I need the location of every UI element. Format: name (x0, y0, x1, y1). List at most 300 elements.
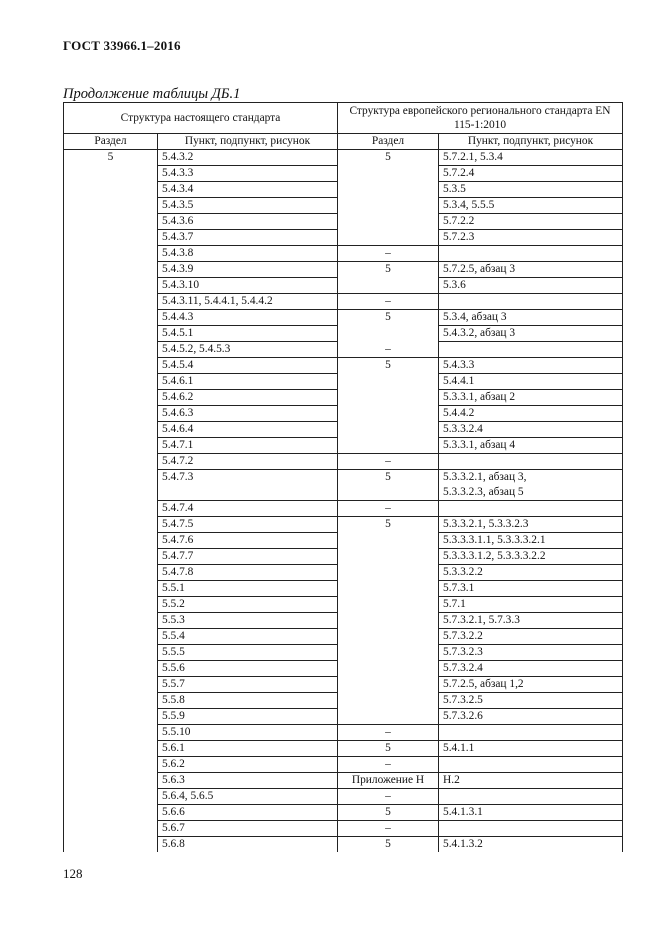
cell-en-clause (439, 374, 623, 390)
cell-clause-text: 5.4.5.2, 5.4.5.3 (162, 343, 231, 355)
cell-en-clause-text: 5.7.3.2.6 (443, 710, 483, 722)
cell-en-clause (439, 565, 623, 581)
cell-en-section (338, 438, 439, 454)
cell-en-clause (439, 342, 623, 358)
cell-en-section (338, 837, 439, 853)
table-row (64, 422, 623, 438)
cell-en-clause-text: 5.4.1.3.1 (443, 806, 483, 818)
cell-section (64, 837, 158, 853)
cell-en-clause-text: 5.7.3.2.5 (443, 694, 483, 706)
cell-clause (158, 454, 338, 470)
cell-clause-text: 5.4.7.2 (162, 455, 194, 467)
cell-clause-text: 5.6.2 (162, 758, 185, 770)
cell-clause (158, 693, 338, 709)
table-row (64, 374, 623, 390)
cell-clause (158, 166, 338, 182)
table-row (64, 613, 623, 629)
cell-en-section (338, 501, 439, 517)
column-header-clause: Пункт, подпункт, рисунок (158, 134, 338, 150)
table-row (64, 629, 623, 645)
cell-clause-text: 5.5.9 (162, 710, 185, 722)
cell-section (64, 470, 158, 501)
cell-en-clause (439, 789, 623, 805)
cell-en-clause (439, 278, 623, 294)
group-header-european-standard: Структура европейского регионального стандарта EN 115-1:2010 (338, 103, 623, 134)
cell-en-clause (439, 246, 623, 262)
cell-en-section (338, 661, 439, 677)
cell-clause (158, 677, 338, 693)
table-row (64, 517, 623, 533)
cell-en-section (338, 517, 439, 533)
cell-en-section (338, 390, 439, 406)
table-row (64, 470, 623, 501)
cell-clause-text: 5.4.7.1 (162, 439, 194, 451)
cell-en-clause (439, 629, 623, 645)
cell-clause-text: 5.4.3.7 (162, 231, 194, 243)
cell-clause-text: 5.4.6.3 (162, 407, 194, 419)
cell-clause-text: 5.4.3.3 (162, 167, 194, 179)
cell-clause-text: 5.4.6.4 (162, 423, 194, 435)
cell-clause (158, 278, 338, 294)
cell-clause-text: 5.4.7.3 (162, 471, 194, 483)
cell-en-clause-text: 5.7.3.2.3 (443, 646, 483, 658)
cell-en-clause-text: 5.4.3.2, абзац 3 (443, 327, 516, 339)
cell-section (64, 597, 158, 613)
cell-en-clause (439, 757, 623, 773)
cell-en-section-text: – (385, 758, 391, 770)
cell-section (64, 533, 158, 549)
table-row (64, 773, 623, 789)
cell-en-section-text: 5 (385, 806, 391, 818)
cell-en-clause-text: 5.4.3.3 (443, 359, 475, 371)
cell-clause-text: 5.5.1 (162, 582, 185, 594)
cell-section (64, 198, 158, 214)
cell-section (64, 150, 158, 166)
cell-en-section (338, 613, 439, 629)
cell-en-section (338, 246, 439, 262)
cell-clause-text: 5.6.3 (162, 774, 185, 786)
table-row (64, 406, 623, 422)
cell-clause-text: 5.4.3.10 (162, 279, 200, 291)
cell-en-clause-text: 5.3.3.2.1, абзац 3, (443, 471, 527, 483)
cell-section (64, 629, 158, 645)
cell-en-section (338, 470, 439, 501)
table-row (64, 358, 623, 374)
cell-en-clause (439, 725, 623, 741)
cell-en-section (338, 549, 439, 565)
table-body (64, 150, 623, 853)
cell-en-section (338, 166, 439, 182)
table-caption: Продолжение таблицы ДБ.1 (63, 86, 241, 102)
cell-clause (158, 741, 338, 757)
cell-section-text: 5 (107, 151, 114, 163)
cell-section (64, 725, 158, 741)
cell-section (64, 789, 158, 805)
cell-clause-text: 5.4.7.5 (162, 518, 194, 530)
cell-clause-text: 5.4.3.2 (162, 151, 194, 163)
cell-clause (158, 262, 338, 278)
cell-en-clause-text: 5.7.2.1, 5.3.4 (443, 151, 503, 163)
cell-section (64, 454, 158, 470)
cell-clause (158, 246, 338, 262)
cell-clause (158, 533, 338, 549)
table-row (64, 757, 623, 773)
cell-clause (158, 789, 338, 805)
correspondence-table (63, 102, 623, 852)
cell-en-section (338, 182, 439, 198)
cell-clause-text: 5.4.6.2 (162, 391, 194, 403)
table-row (64, 597, 623, 613)
cell-en-clause (439, 693, 623, 709)
cell-section (64, 693, 158, 709)
cell-en-clause-text: 5.7.3.2.1, 5.7.3.3 (443, 614, 520, 626)
cell-en-section-text: – (385, 822, 391, 834)
column-header-en-section: Раздел (338, 134, 439, 150)
table-row (64, 246, 623, 262)
cell-en-clause (439, 501, 623, 517)
cell-clause-text: 5.6.4, 5.6.5 (162, 790, 214, 802)
cell-section (64, 294, 158, 310)
cell-en-clause (439, 741, 623, 757)
table-row (64, 661, 623, 677)
cell-en-section (338, 565, 439, 581)
cell-en-section-text: – (385, 726, 391, 738)
table-row (64, 533, 623, 549)
cell-section (64, 581, 158, 597)
cell-clause-text: 5.4.5.1 (162, 327, 194, 339)
cell-en-clause-text: 5.7.2.5, абзац 3 (443, 263, 516, 275)
table-row (64, 342, 623, 358)
cell-clause (158, 581, 338, 597)
table-row (64, 789, 623, 805)
cell-clause (158, 374, 338, 390)
cell-clause-text: 5.4.3.9 (162, 263, 194, 275)
cell-clause-text: 5.4.7.7 (162, 550, 194, 562)
cell-en-section-text: – (385, 502, 391, 514)
table-row (64, 501, 623, 517)
cell-en-clause (439, 661, 623, 677)
cell-clause-text: 5.4.3.8 (162, 247, 194, 259)
cell-en-clause (439, 805, 623, 821)
cell-section (64, 374, 158, 390)
cell-clause (158, 406, 338, 422)
cell-clause-text: 5.5.8 (162, 694, 185, 706)
table-row (64, 278, 623, 294)
cell-en-section (338, 262, 439, 278)
cell-en-clause-text: 5.7.1 (443, 598, 466, 610)
cell-en-section (338, 629, 439, 645)
cell-section (64, 390, 158, 406)
cell-en-clause (439, 597, 623, 613)
table-row (64, 837, 623, 853)
cell-en-section (338, 709, 439, 725)
cell-en-clause (439, 150, 623, 166)
cell-clause (158, 565, 338, 581)
cell-clause (158, 709, 338, 725)
column-header-section: Раздел (64, 134, 158, 150)
table-row (64, 294, 623, 310)
cell-en-clause (439, 262, 623, 278)
cell-en-clause (439, 310, 623, 326)
cell-en-section-text: – (385, 455, 391, 467)
table-row (64, 741, 623, 757)
cell-clause-text: 5.5.5 (162, 646, 185, 658)
table-row (64, 230, 623, 246)
cell-section (64, 166, 158, 182)
cell-clause-text: 5.5.4 (162, 630, 185, 642)
cell-clause (158, 549, 338, 565)
cell-section (64, 438, 158, 454)
cell-en-section (338, 214, 439, 230)
cell-en-section (338, 677, 439, 693)
cell-section (64, 517, 158, 533)
cell-section (64, 805, 158, 821)
cell-en-section (338, 645, 439, 661)
cell-en-section (338, 693, 439, 709)
cell-clause (158, 294, 338, 310)
table-row (64, 438, 623, 454)
cell-en-section-text: 5 (385, 359, 391, 371)
cell-en-section (338, 358, 439, 374)
cell-en-clause-text: 5.7.2.2 (443, 215, 475, 227)
table-row (64, 214, 623, 230)
cell-en-clause-text: 5.7.2.5, абзац 1,2 (443, 678, 524, 690)
table-row (64, 262, 623, 278)
cell-en-clause-text: 5.7.3.1 (443, 582, 475, 594)
cell-clause-text: 5.4.3.5 (162, 199, 194, 211)
cell-clause (158, 773, 338, 789)
cell-en-clause (439, 358, 623, 374)
table-row (64, 581, 623, 597)
table-row (64, 198, 623, 214)
cell-en-clause-text: Н.2 (443, 774, 460, 786)
cell-section (64, 741, 158, 757)
cell-clause (158, 837, 338, 853)
column-header-en-clause: Пункт, подпункт, рисунок (439, 134, 623, 150)
cell-clause-text: 5.5.2 (162, 598, 185, 610)
cell-section (64, 358, 158, 374)
cell-en-section-text: 5 (385, 471, 391, 483)
cell-en-clause (439, 837, 623, 853)
cell-clause-text: 5.4.3.11, 5.4.4.1, 5.4.4.2 (162, 295, 273, 307)
cell-en-clause-text: 5.3.3.3.1.2, 5.3.3.3.2.2 (443, 550, 546, 562)
cell-en-clause-text: 5.3.5 (443, 183, 466, 195)
table-row (64, 565, 623, 581)
cell-clause-text: 5.6.7 (162, 822, 185, 834)
cell-en-section (338, 150, 439, 166)
cell-clause (158, 725, 338, 741)
cell-en-clause (439, 406, 623, 422)
cell-en-clause-text: 5.4.4.2 (443, 407, 475, 419)
cell-en-section (338, 805, 439, 821)
cell-en-section (338, 342, 439, 358)
cell-en-clause (439, 613, 623, 629)
cell-en-section (338, 789, 439, 805)
cell-en-clause-text: 5.3.4, абзац 3 (443, 311, 507, 323)
cell-en-clause (439, 390, 623, 406)
cell-en-section (338, 725, 439, 741)
cell-clause-text: 5.4.7.8 (162, 566, 194, 578)
cell-en-clause-text: 5.7.3.2.2 (443, 630, 483, 642)
cell-en-clause (439, 533, 623, 549)
cell-en-clause (439, 166, 623, 182)
cell-section (64, 406, 158, 422)
cell-clause (158, 230, 338, 246)
cell-en-clause (439, 198, 623, 214)
cell-en-clause-text: 5.7.2.3 (443, 231, 475, 243)
cell-clause (158, 629, 338, 645)
cell-en-clause-text: 5.4.1.1 (443, 742, 475, 754)
cell-en-section (338, 533, 439, 549)
cell-en-section (338, 230, 439, 246)
cell-en-section (338, 310, 439, 326)
cell-section (64, 709, 158, 725)
cell-clause-text: 5.6.8 (162, 838, 185, 850)
cell-en-clause-text-line2: 5.3.3.2.3, абзац 5 (443, 486, 524, 498)
cell-en-clause (439, 677, 623, 693)
cell-clause-text: 5.4.6.1 (162, 375, 194, 387)
cell-clause (158, 597, 338, 613)
cell-clause (158, 805, 338, 821)
cell-en-section-text: 5 (385, 311, 391, 323)
cell-clause (158, 757, 338, 773)
cell-en-clause (439, 454, 623, 470)
cell-en-section (338, 294, 439, 310)
cell-section (64, 246, 158, 262)
cell-clause (158, 645, 338, 661)
cell-en-section-text: – (385, 247, 391, 259)
cell-en-clause (439, 821, 623, 837)
cell-en-clause (439, 182, 623, 198)
cell-en-clause-text: 5.3.3.2.1, 5.3.3.2.3 (443, 518, 529, 530)
cell-en-section (338, 454, 439, 470)
cell-section (64, 821, 158, 837)
cell-en-clause (439, 581, 623, 597)
table-row (64, 326, 623, 342)
cell-en-section-text: 5 (385, 151, 391, 163)
cell-section (64, 310, 158, 326)
table-row (64, 677, 623, 693)
cell-clause (158, 342, 338, 358)
cell-clause (158, 390, 338, 406)
cell-en-section (338, 326, 439, 342)
cell-clause-text: 5.5.10 (162, 726, 191, 738)
cell-en-clause-text: 5.4.1.3.2 (443, 838, 483, 850)
document-header: ГОСТ 33966.1–2016 (63, 38, 181, 53)
cell-en-section (338, 581, 439, 597)
table-row (64, 693, 623, 709)
table-row (64, 390, 623, 406)
cell-clause (158, 501, 338, 517)
cell-en-section-text: 5 (385, 263, 391, 275)
cell-clause-text: 5.4.4.3 (162, 311, 194, 323)
cell-clause-text: 5.4.7.4 (162, 502, 194, 514)
cell-clause-text: 5.5.7 (162, 678, 185, 690)
cell-section (64, 278, 158, 294)
cell-en-section (338, 773, 439, 789)
cell-section (64, 182, 158, 198)
cell-en-clause (439, 470, 623, 501)
cell-en-clause (439, 294, 623, 310)
cell-en-clause (439, 214, 623, 230)
cell-clause (158, 150, 338, 166)
cell-en-clause (439, 645, 623, 661)
cell-clause-text: 5.5.6 (162, 662, 185, 674)
table-row (64, 310, 623, 326)
cell-clause (158, 517, 338, 533)
cell-en-section-text: Приложение Н (351, 774, 425, 786)
cell-en-clause-text: 5.3.3.1, абзац 2 (443, 391, 516, 403)
cell-en-clause (439, 326, 623, 342)
cell-section (64, 214, 158, 230)
table-row (64, 821, 623, 837)
cell-clause-text: 5.4.3.4 (162, 183, 194, 195)
cell-clause (158, 326, 338, 342)
cell-section (64, 422, 158, 438)
table-row (64, 549, 623, 565)
table-row (64, 805, 623, 821)
cell-en-clause (439, 230, 623, 246)
cell-section (64, 773, 158, 789)
cell-en-section-text: 5 (385, 838, 391, 850)
cell-en-section (338, 422, 439, 438)
cell-clause (158, 358, 338, 374)
cell-en-clause-text: 5.3.3.2.4 (443, 423, 483, 435)
cell-clause (158, 821, 338, 837)
cell-en-section (338, 198, 439, 214)
cell-en-section (338, 278, 439, 294)
cell-clause (158, 422, 338, 438)
cell-en-clause-text: 5.3.3.2.2 (443, 566, 483, 578)
cell-clause (158, 198, 338, 214)
group-header-current-standard: Структура настоящего стандарта (64, 103, 338, 134)
cell-en-clause (439, 773, 623, 789)
cell-section (64, 645, 158, 661)
page-number: 128 (63, 866, 83, 881)
cell-section (64, 230, 158, 246)
cell-en-section-text: – (385, 342, 391, 355)
cell-en-clause (439, 422, 623, 438)
cell-clause (158, 214, 338, 230)
table-row (64, 709, 623, 725)
table-row (64, 182, 623, 198)
cell-section (64, 661, 158, 677)
cell-en-clause-text: 5.3.3.3.1.1, 5.3.3.3.2.1 (443, 534, 546, 546)
cell-clause (158, 182, 338, 198)
cell-en-clause-text: 5.7.2.4 (443, 167, 475, 179)
cell-en-clause (439, 438, 623, 454)
cell-en-section (338, 406, 439, 422)
table-row (64, 645, 623, 661)
cell-clause-text: 5.4.3.6 (162, 215, 194, 227)
cell-en-clause-text: 5.3.4, 5.5.5 (443, 199, 495, 211)
cell-en-clause-text: 5.3.6 (443, 279, 466, 291)
cell-clause (158, 438, 338, 454)
table-row (64, 150, 623, 166)
cell-clause (158, 310, 338, 326)
cell-section (64, 677, 158, 693)
cell-section (64, 501, 158, 517)
cell-en-section-text: – (385, 295, 391, 307)
cell-clause (158, 661, 338, 677)
cell-section (64, 262, 158, 278)
cell-clause (158, 470, 338, 501)
cell-clause (158, 613, 338, 629)
cell-en-clause-text: 5.3.3.1, абзац 4 (443, 439, 516, 451)
cell-section (64, 757, 158, 773)
cell-section (64, 565, 158, 581)
cell-en-clause (439, 517, 623, 533)
